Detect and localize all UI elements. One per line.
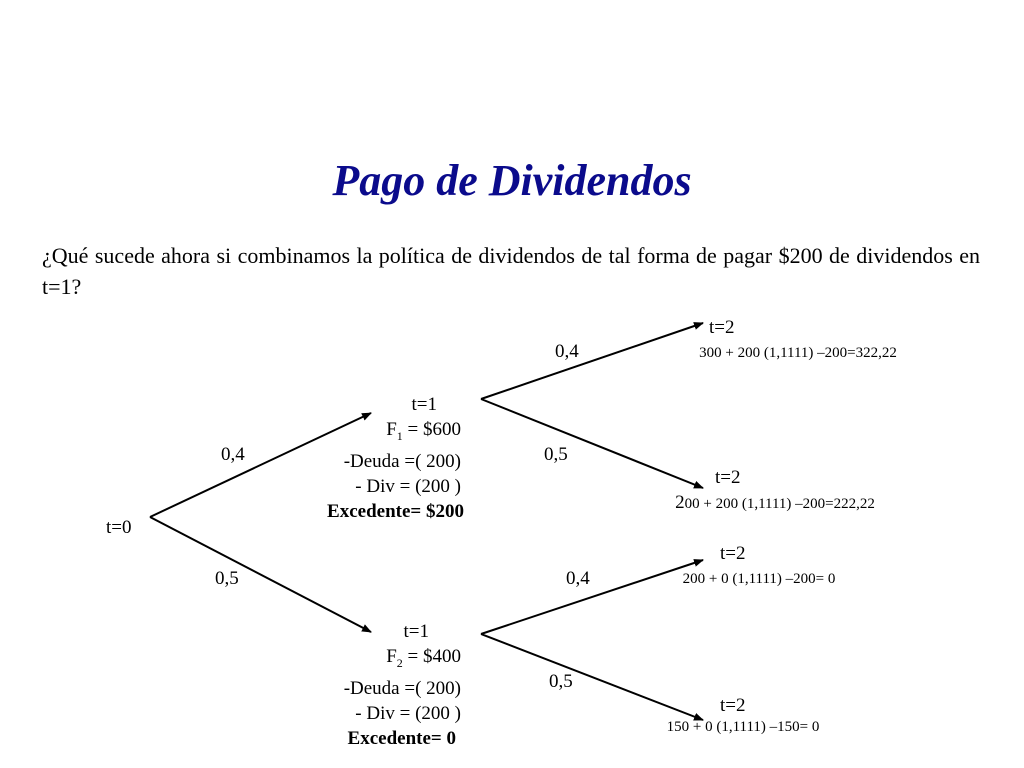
leaf-2-calc: 200 + 200 (1,1111) –200=222,22	[675, 492, 875, 513]
node-t1-lower	[344, 619, 464, 751]
question-text: ¿Qué sucede ahora si combinamos la política de dividendos de tal forma de pagar $200 de dividendos en t=1?	[42, 243, 980, 299]
node-t1-upper-surplus: Excedente= $200	[327, 500, 464, 522]
node-t1-upper-div: - Div = (200 )	[355, 475, 461, 497]
node-t1-upper	[327, 392, 464, 524]
node-t1-upper-debt: -Deuda =( 200)	[343, 450, 461, 472]
prob-t1a-up: 0,4	[555, 341, 579, 362]
leaf-1-time: t=2	[709, 317, 735, 338]
node-t1-lower-flow: $F_2$ = $400	[386, 646, 461, 670]
prob-t1b-down: 0,5	[549, 671, 573, 692]
leaf-4-time: t=2	[720, 695, 746, 716]
leaf-2-time: t=2	[715, 467, 741, 488]
leaf-4-calc: 150 + 0 (1,1111) –150= 0	[666, 719, 820, 735]
page-title: Pago de Dividendos	[332, 156, 692, 205]
node-t1-upper-flow: $F_1$ = $600	[386, 419, 461, 443]
leaf-1-calc: 300 + 200 (1,1111) –200=322,22	[699, 345, 897, 361]
node-t1-upper-time: t=1	[411, 394, 437, 415]
prob-t1a-down: 0,5	[544, 444, 568, 465]
prob-root-down: 0,5	[215, 568, 239, 589]
prob-t1b-up: 0,4	[566, 568, 590, 589]
node-t1-lower-time: t=1	[403, 621, 429, 642]
arrow-t1b-to-t2-up	[481, 560, 703, 634]
leaf-3-time: t=2	[720, 543, 746, 564]
arrow-t0-to-t1-down	[150, 517, 371, 632]
prob-root-up: 0,4	[221, 444, 245, 465]
root-label: t=0	[106, 517, 132, 538]
node-t1-lower-div: - Div = (200 )	[355, 702, 461, 724]
node-t1-lower-debt: -Deuda =( 200)	[343, 677, 461, 699]
leaf-3-calc: 200 + 0 (1,1111) –200= 0	[682, 571, 836, 587]
arrow-t1a-to-t2-up	[481, 323, 703, 399]
node-t1-lower-surplus: Excedente= 0	[347, 727, 456, 749]
arrow-t1b-to-t2-down	[481, 634, 703, 720]
arrow-t1a-to-t2-down	[481, 399, 703, 488]
